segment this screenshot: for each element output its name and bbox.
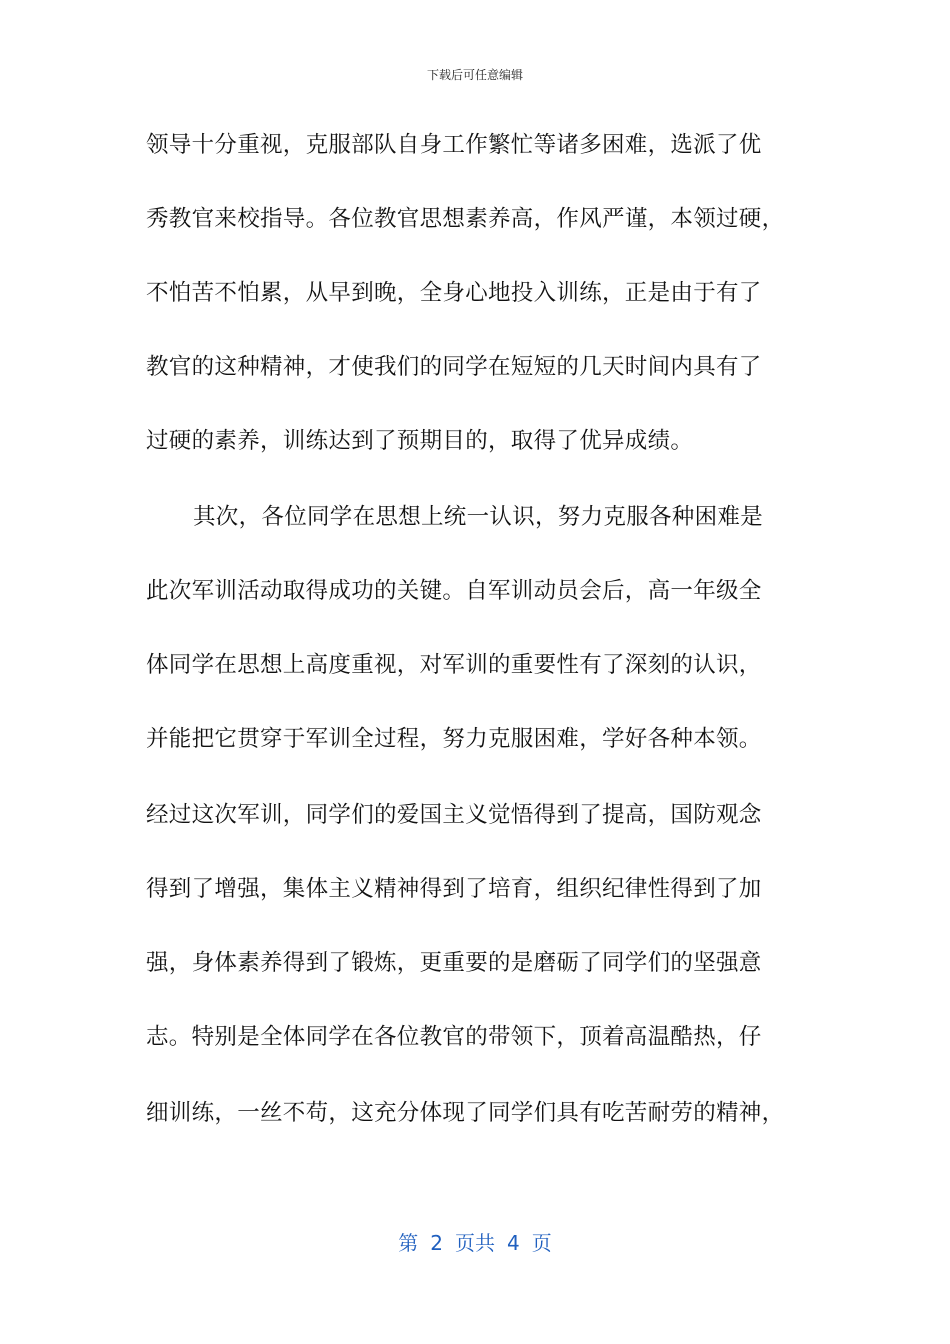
text-line: 经过这次军训，同学们的爱国主义觉悟得到了提高，国防观念: [146, 802, 762, 828]
text-line: 过硬的素养，训练达到了预期目的，取得了优异成绩。: [146, 428, 694, 454]
total-pages-number: 4: [507, 1231, 520, 1255]
text-line: 志。特别是全体同学在各位教官的带领下，顶着高温酷热，仔: [146, 1024, 762, 1050]
page-header: 下载后可任意编辑: [426, 68, 523, 82]
text-line: 领导十分重视，克服部队自身工作繁忙等诸多困难，选派了优: [146, 132, 762, 158]
text-line: 秀教官来校指导。各位教官思想素养高，作风严谨，本领过硬，: [146, 206, 785, 232]
text-line: 得到了增强，集体主义精神得到了培育，组织纪律性得到了加: [146, 876, 762, 902]
page-label-middle: 页共: [455, 1231, 495, 1255]
text-line: 并能把它贯穿于军训全过程，努力克服困难，学好各种本领。: [146, 726, 762, 752]
page-label-suffix: 页: [531, 1231, 552, 1255]
text-line: 体同学在思想上高度重视，对军训的重要性有了深刻的认识，: [146, 652, 762, 678]
text-line: 教官的这种精神，才使我们的同学在短短的几天时间内具有了: [146, 354, 762, 380]
text-line: 细训练，一丝不苟，这充分体现了同学们具有吃苦耐劳的精神，: [146, 1100, 785, 1126]
page-footer: [0, 1227, 950, 1256]
page-label-prefix: 第: [398, 1231, 419, 1255]
text-line: 此次军训活动取得成功的关键。自军训动员会后，高一年级全: [146, 578, 762, 604]
text-line: 强，身体素养得到了锻炼，更重要的是磨砺了同学们的坚强意: [146, 950, 762, 976]
current-page-number: 2: [430, 1231, 443, 1255]
paragraph-first-line: 其次，各位同学在思想上统一认识，努力克服各种困难是: [193, 504, 764, 530]
text-line: 不怕苦不怕累，从早到晚，全身心地投入训练，正是由于有了: [146, 280, 762, 306]
